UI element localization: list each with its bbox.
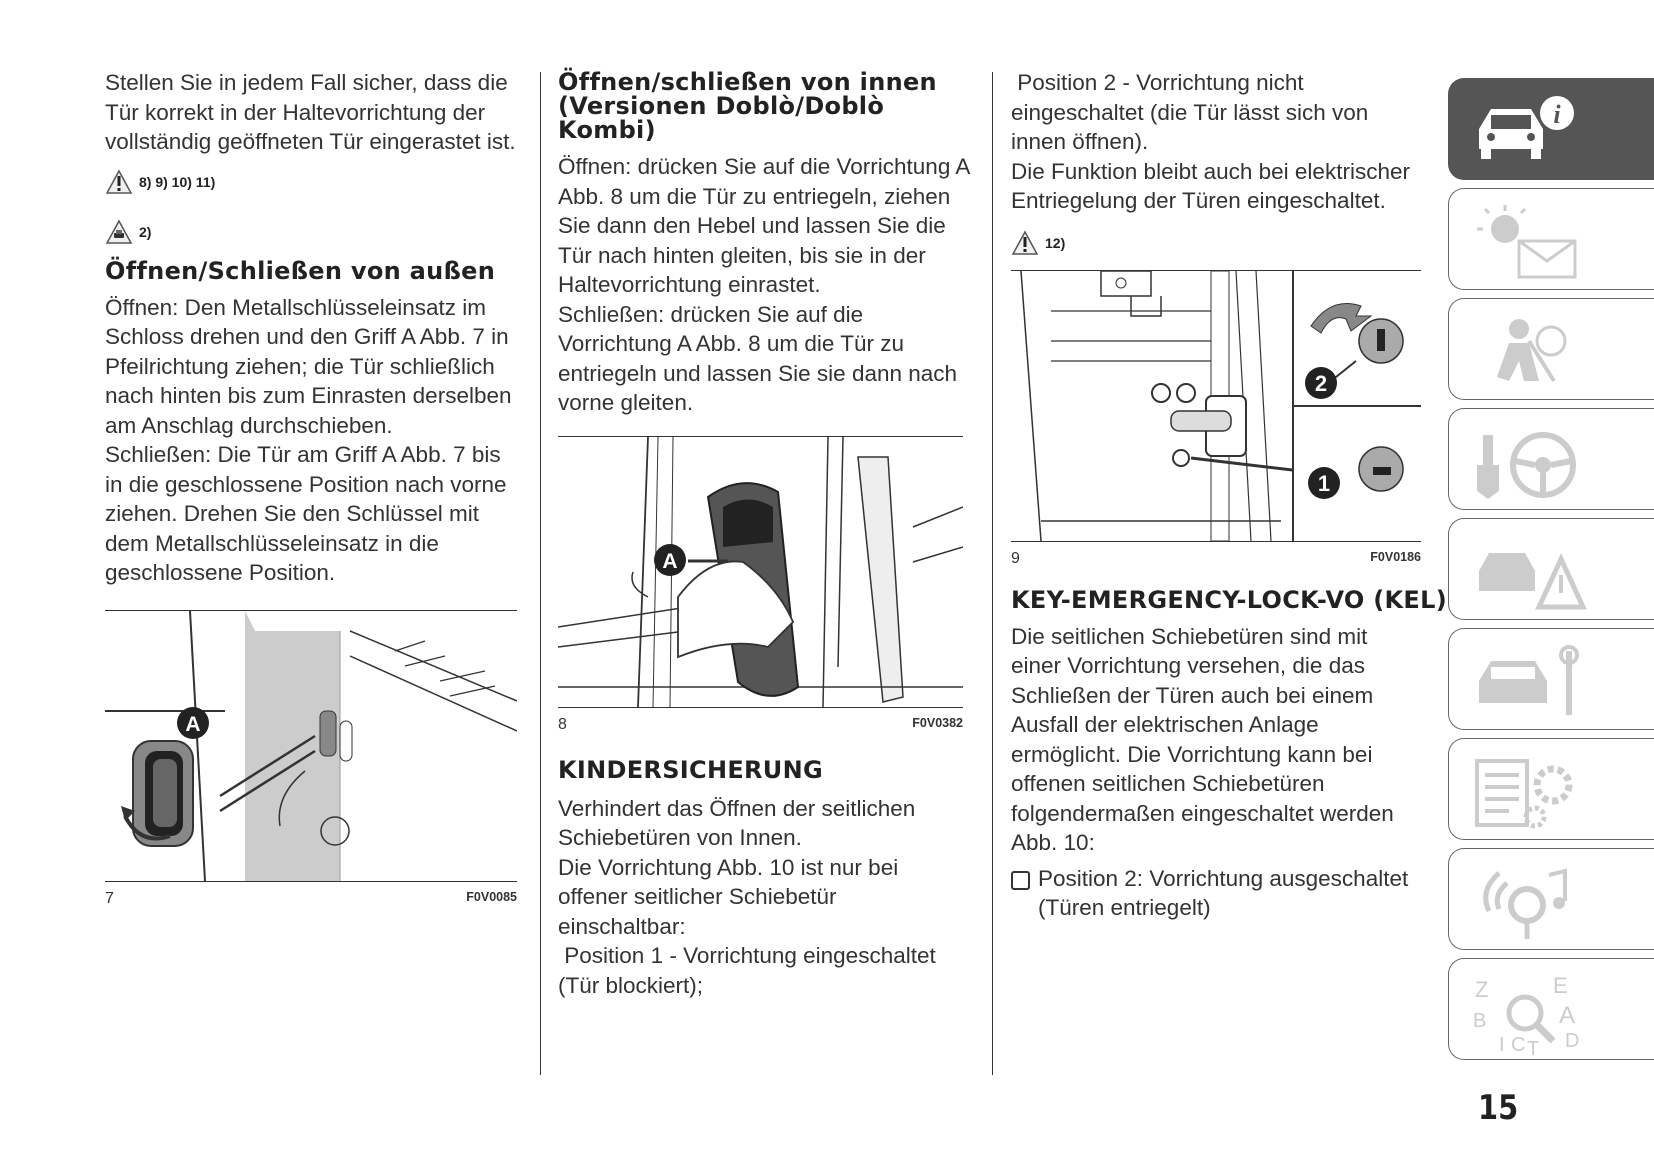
column-2: [558, 68, 970, 1000]
checkbox-bullet-icon: [1011, 871, 1030, 890]
figure-code: F0V0186: [1370, 549, 1421, 564]
figure-9: [1011, 270, 1421, 542]
section-heading: KEY-EMERGENCY-LOCK-VO (KEL): [1011, 587, 1447, 612]
index-letter: C: [1511, 1034, 1526, 1056]
emergency-icon: [1469, 531, 1589, 611]
tab-multimedia[interactable]: [1448, 848, 1654, 950]
paragraph: Schließen: Die Tür am Griff A Abb. 7 bis in die geschlossene Position nach vorne ziehen. Drehen Sie den Schlüssel mit dem Metallschlüsseleinsatz in die geschlossene Position.: [105, 442, 507, 585]
column-divider-1: [540, 72, 541, 1075]
figure-caption: [105, 890, 517, 908]
column-3: [1011, 68, 1451, 923]
multimedia-icon: [1469, 861, 1589, 941]
tab-maintenance[interactable]: [1448, 628, 1654, 730]
starting-driving-icon: [1469, 421, 1589, 501]
note-reference: [105, 217, 517, 247]
index-letter: A: [1559, 1002, 1576, 1029]
figure-label-2: 2: [1314, 370, 1328, 396]
paragraph: Schließen: drücken Sie auf die Vorrichtung A Abb. 8 um die Tür zu entriegeln und lassen Sie sie dann nach vorne gleiten.: [558, 301, 958, 415]
index-letter: E: [1553, 973, 1568, 998]
index-letter: I: [1499, 1034, 1505, 1056]
index-letter: Z: [1475, 977, 1489, 1002]
tab-index[interactable]: [1448, 958, 1654, 1060]
figure-caption: [558, 716, 963, 734]
column-divider-2: [992, 72, 993, 1075]
warning-refs: 8) 9) 10) 11): [139, 173, 216, 190]
index-letter: T: [1527, 1038, 1540, 1057]
paragraph: Öffnen: Den Metallschlüsseleinsatz im Schloss drehen und den Griff A Abb. 7 in Pfeilrichtung ziehen; die Tür schließlich nach hinten bis zum Einrasten derselben am Anschlag durchschieben.: [105, 294, 512, 438]
tab-safety[interactable]: [1448, 298, 1654, 400]
warning-refs: 12): [1045, 234, 1066, 251]
section-heading: KINDERSICHERUNG: [558, 755, 823, 784]
note-refs: 2): [139, 223, 152, 240]
column-1: [105, 68, 517, 908]
index-letter: B: [1473, 1010, 1487, 1032]
list-item: [1011, 864, 1421, 923]
paragraph: Position 2 - Vorrichtung nicht eingeschaltet (die Tür lässt sich von innen öffnen).: [1011, 70, 1375, 154]
warning-lights-icon: [1469, 201, 1589, 281]
figure-8: [558, 436, 963, 708]
paragraph: Die Funktion bleibt auch bei elektrischer Entriegelung der Türen eingeschaltet.: [1011, 158, 1410, 213]
page-number: 15: [1478, 1088, 1519, 1128]
section-heading: Öffnen/Schließen von außen: [105, 256, 496, 285]
warning-triangle-icon: [1011, 230, 1039, 256]
child-lock-illustration: [1011, 271, 1421, 541]
figure-7: [105, 610, 517, 882]
safety-icon: [1469, 311, 1589, 391]
technical-data-icon: [1469, 751, 1589, 831]
index-icon: [1469, 971, 1589, 1057]
warning-triangle-icon: [105, 169, 133, 195]
paragraph: Position 1 - Vorrichtung eingeschaltet (Tür blockiert);: [558, 943, 943, 998]
tab-warning-lights[interactable]: [1448, 188, 1654, 290]
paragraph: Stellen Sie in jedem Fall sicher, dass die Tür korrekt in der Haltevorrichtung der vollständig geöffneten Tür eingerastet ist.: [105, 70, 516, 154]
note-triangle-icon: [105, 219, 133, 245]
warning-reference: [1011, 228, 1451, 258]
interior-handle-illustration: [558, 437, 963, 707]
door-handle-illustration: [105, 611, 517, 881]
figure-label-1: 1: [1317, 470, 1331, 496]
list-item-text: Position 2: Vorrichtung ausgeschaltet (Türen entriegelt): [1038, 865, 1409, 920]
tab-car-info[interactable]: [1448, 78, 1654, 180]
paragraph: Die Vorrichtung Abb. 10 ist nur bei offener seitlicher Schiebetür einschaltbar:: [558, 854, 899, 939]
maintenance-icon: [1469, 641, 1589, 721]
paragraph: Die seitlichen Schiebetüren sind mit einer Vorrichtung versehen, die das Schließen der Türen auch bei einem Ausfall der elektrischen Anlage ermöglicht. Die Vorrichtung kann bei offenen seitlichen Schiebetüren folgendermaßen eingeschaltet werden Abb. 10:: [1011, 623, 1394, 855]
index-letter: D: [1565, 1030, 1580, 1052]
figure-caption: [1011, 550, 1421, 568]
tab-emergency[interactable]: [1448, 518, 1654, 620]
figure-number: 7: [105, 889, 114, 907]
tab-starting-driving[interactable]: [1448, 408, 1654, 510]
tab-technical-data[interactable]: [1448, 738, 1654, 840]
car-info-icon: [1469, 91, 1579, 171]
figure-code: F0V0085: [466, 889, 517, 904]
figure-number: 9: [1011, 549, 1020, 567]
section-heading: Öffnen/schließen von innen (Versionen Doblò/Doblò Kombi): [558, 68, 937, 144]
figure-label: A: [662, 549, 678, 573]
figure-code: F0V0382: [912, 715, 963, 730]
paragraph: Öffnen: drücken Sie auf die Vorrichtung A Abb. 8 um die Tür zu entriegeln, ziehen Sie dann den Hebel und lassen Sie die Tür nach hinten gleiten, bis sie in der Haltevorrichtung einrastet.: [558, 154, 970, 297]
figure-label: A: [185, 712, 201, 736]
warning-reference: [105, 167, 517, 197]
figure-number: 8: [558, 715, 567, 733]
svg-text:i: i: [1553, 100, 1561, 129]
paragraph: Verhindert das Öffnen der seitlichen Schiebetüren von Innen.: [558, 795, 916, 850]
